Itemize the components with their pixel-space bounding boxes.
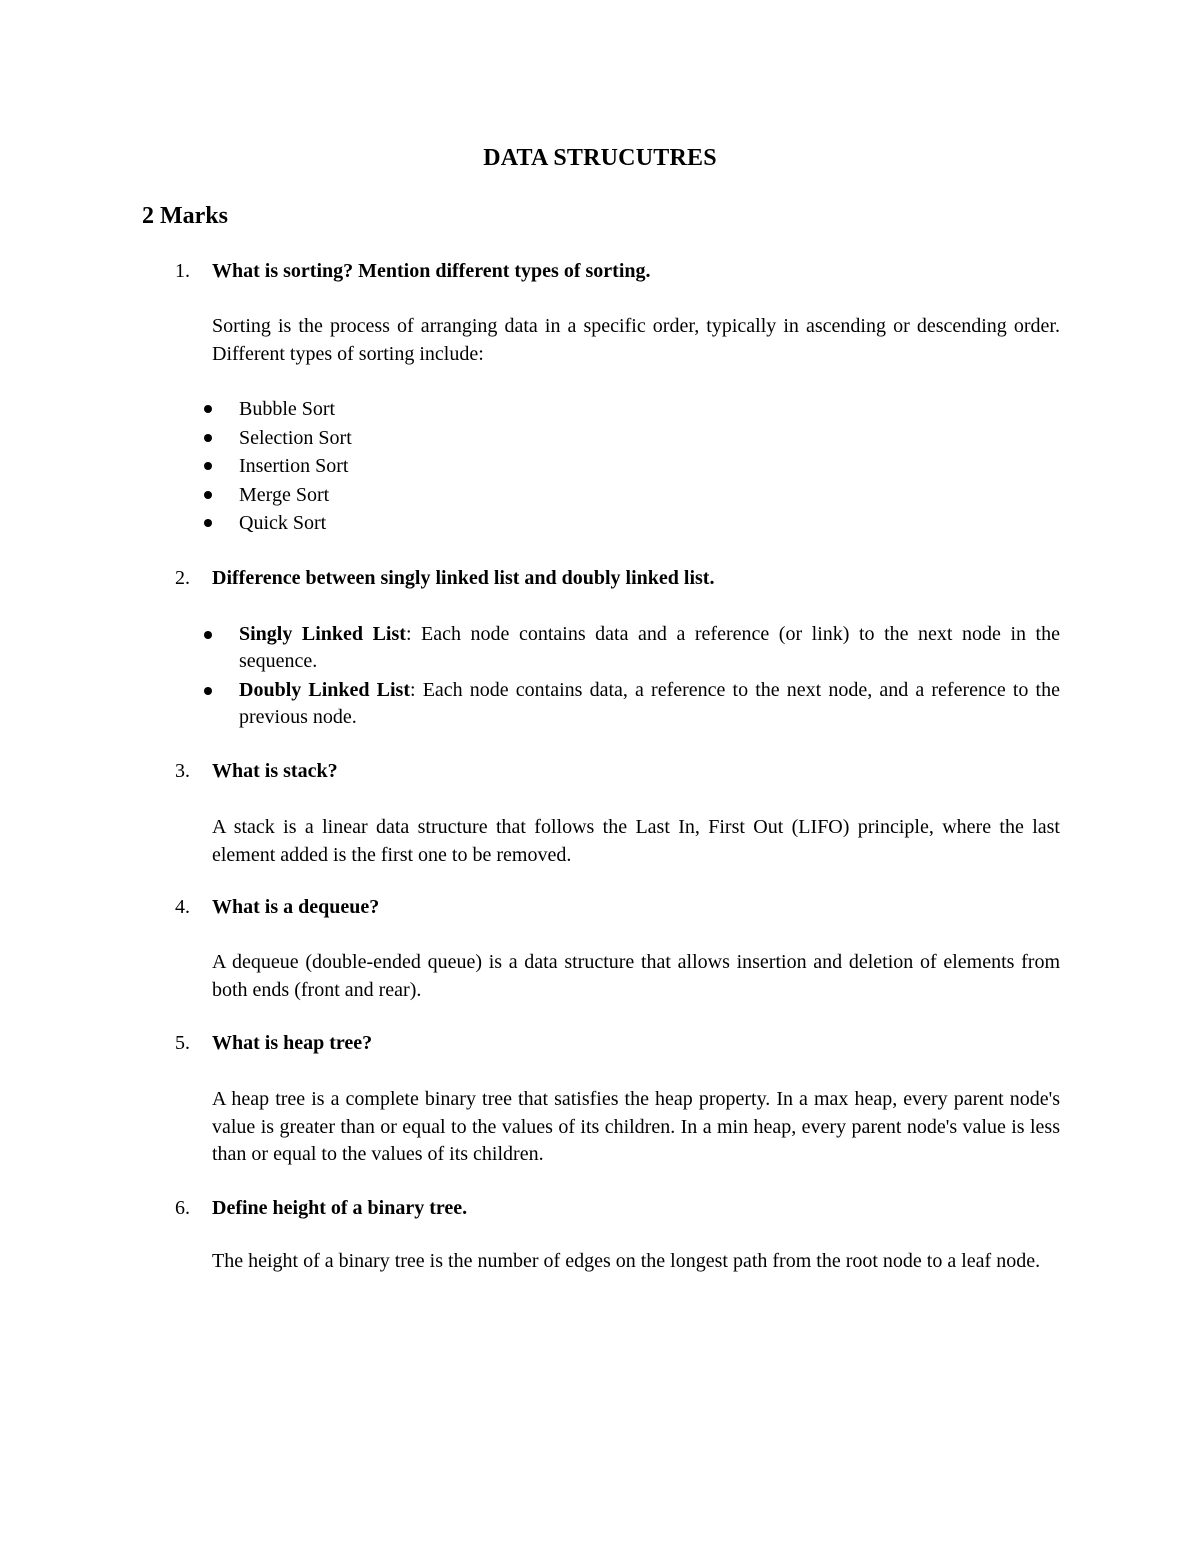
answer-text: Sorting is the process of arranging data in a specific order, typically in ascending or descending order. Different types of sorting include: [212,315,1060,365]
question-text: What is sorting? Mention different types of sorting. [212,260,651,282]
bullet-icon [204,631,212,639]
bullet-icon [204,687,212,695]
list-item: Merge Sort [212,481,1060,510]
answer-text: A stack is a linear data structure that follows the Last In, First Out (LIFO) principle, where the last element added is the first one to be removed. [212,816,1060,866]
question-text: What is heap tree? [212,1032,373,1054]
list-item: Insertion Sort [212,452,1060,481]
document-title: DATA STRUCUTRES [483,145,717,171]
bullet-icon [204,491,212,499]
question-number: 4. [175,896,190,918]
section-heading: 2 Marks [142,203,228,229]
answer-text: A heap tree is a complete binary tree that satisfies the heap property. In a max heap, every parent node's value is greater than or equal to the values of its children. In a min heap, every parent node's value is less than or equal to the values of its children. [212,1088,1060,1165]
answer-text: The height of a binary tree is the number of edges on the longest path from the root node to a leaf node. [212,1250,1041,1272]
list-item: Bubble Sort [212,395,1060,424]
question-text: Define height of a binary tree. [212,1197,468,1219]
term-description: : Each node contains data, a reference to the next node, and a reference to the previous node. [239,679,1060,728]
term-label: Doubly Linked List [239,679,410,701]
question-text: Difference between singly linked list and doubly linked list. [212,567,715,589]
list-item: Quick Sort [212,509,1060,538]
question-number: 5. [175,1032,190,1054]
list-item [212,621,1060,675]
bullet-icon [204,519,212,527]
linked-list-comparison [212,621,1060,733]
question-number: 2. [175,567,190,589]
bullet-icon [204,405,212,413]
list-item [212,677,1060,731]
answer-text: A dequeue (double-ended queue) is a data structure that allows insertion and deletion of elements from both ends (front and rear). [212,951,1060,1001]
question-number: 6. [175,1197,190,1219]
sorting-types-list [212,395,1060,538]
question-text: What is stack? [212,760,338,782]
list-item: Selection Sort [212,424,1060,453]
question-number: 1. [175,260,190,282]
question-number: 3. [175,760,190,782]
term-label: Singly Linked List [239,623,406,645]
bullet-icon [204,434,212,442]
term-description: : Each node contains data and a reference (or link) to the next node in the sequence. [239,623,1060,672]
bullet-icon [204,462,212,470]
question-text: What is a dequeue? [212,896,380,918]
